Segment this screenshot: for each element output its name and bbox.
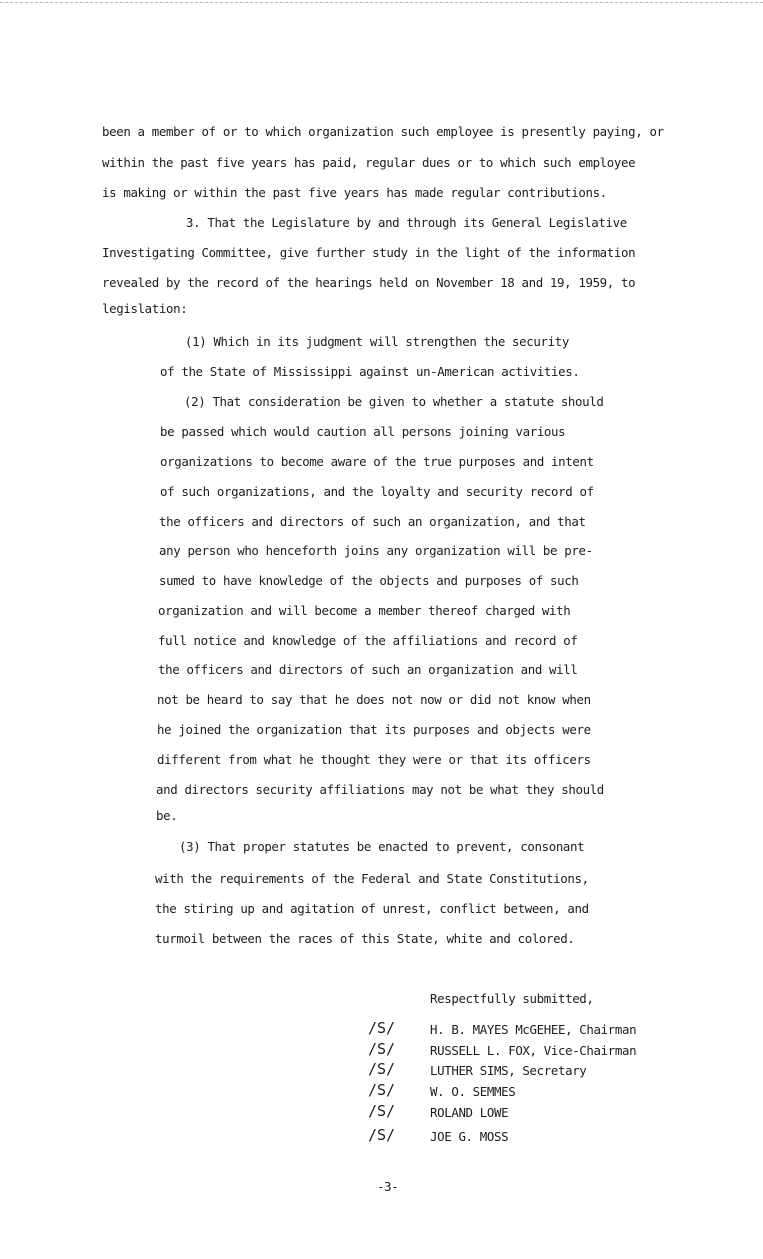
text-line: full notice and knowledge of the affiliations and record of [158, 633, 578, 648]
text-line: 3. That the Legislature by and through its General Legislative [186, 215, 627, 230]
text-line: different from what he thought they were or that its officers [157, 752, 591, 767]
text-line: of such organizations, and the loyalty and security record of [160, 484, 594, 499]
page-number: -3- [377, 1179, 399, 1194]
text-line: is making or within the past five years has made regular contributions. [102, 185, 607, 200]
signature-mark: /S/ [368, 1040, 396, 1058]
text-line: organization and will become a member thereof charged with [158, 603, 571, 618]
text-line: of the State of Mississippi against un-American activities. [160, 364, 580, 379]
text-line: be passed which would caution all persons joining various [160, 424, 566, 439]
text-line: he joined the organization that its purposes and objects were [157, 722, 591, 737]
text-line: (2) That consideration be given to whether a statute should [184, 394, 604, 409]
text-line: revealed by the record of the hearings held on November 18 and 19, 1959, to [102, 275, 636, 290]
text-line: and directors security affiliations may not be what they should [156, 782, 604, 797]
page-top-border [0, 2, 763, 3]
text-line: (1) Which in its judgment will strengthen the security [185, 334, 569, 349]
text-line: turmoil between the races of this State, white and colored. [155, 931, 575, 946]
text-line: sumed to have knowledge of the objects and purposes of such [159, 573, 579, 588]
signatory-name: W. O. SEMMES [430, 1084, 516, 1099]
text-line: the officers and directors of such an organization, and that [159, 514, 586, 529]
text-line: Investigating Committee, give further study in the light of the information [102, 245, 636, 260]
text-line: been a member of or to which organization such employee is presently paying, or [102, 124, 664, 139]
signature-mark: /S/ [368, 1060, 396, 1078]
text-line: within the past five years has paid, regular dues or to which such employee [102, 155, 636, 170]
signatory-name: LUTHER SIMS, Secretary [430, 1063, 587, 1078]
signatory-name: H. B. MAYES McGEHEE, Chairman [430, 1022, 637, 1037]
text-line: the officers and directors of such an organization and will [158, 662, 578, 677]
text-line: legislation: [102, 301, 188, 316]
signatory-name: ROLAND LOWE [430, 1105, 509, 1120]
text-line: not be heard to say that he does not now or did not know when [157, 692, 591, 707]
text-line: organizations to become aware of the true purposes and intent [160, 454, 594, 469]
text-line: (3) That proper statutes be enacted to prevent, consonant [179, 839, 585, 854]
signature-mark: /S/ [368, 1019, 396, 1037]
text-line: be. [156, 808, 178, 823]
signatory-name: JOE G. MOSS [430, 1129, 509, 1144]
text-line: any person who henceforth joins any organization will be pre- [159, 543, 593, 558]
text-line: the stiring up and agitation of unrest, conflict between, and [155, 901, 589, 916]
text-line: with the requirements of the Federal and State Constitutions, [155, 871, 589, 886]
signatory-name: RUSSELL L. FOX, Vice-Chairman [430, 1043, 637, 1058]
signature-mark: /S/ [368, 1126, 396, 1144]
signature-mark: /S/ [368, 1081, 396, 1099]
signature-mark: /S/ [368, 1102, 396, 1120]
respectfully-submitted: Respectfully submitted, [430, 991, 594, 1006]
